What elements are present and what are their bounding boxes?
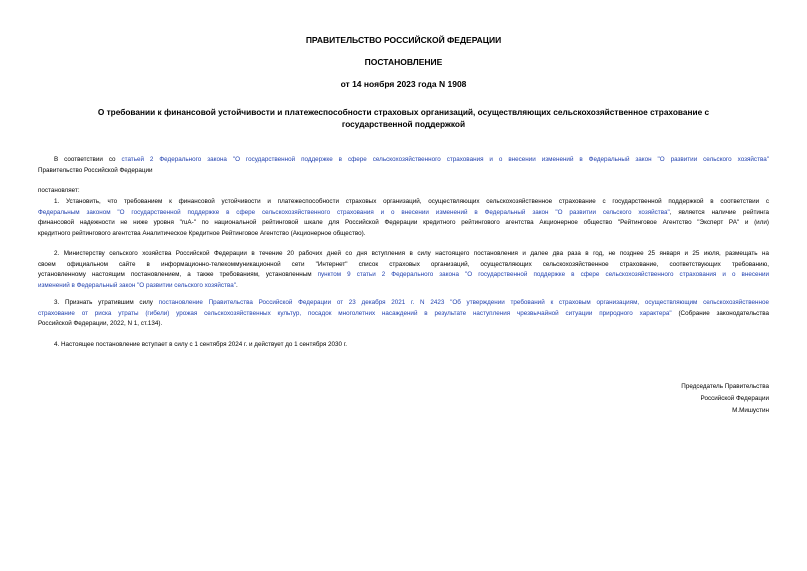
- repealed-resolution-link[interactable]: постановление Правительства Российской Федерации от 23 декабря 2021 г. N 2423 "Об утверждении требований к страховым организациям, осуществляющим сельскохозяйственное: [158, 299, 769, 306]
- paragraph-3: [38, 298, 769, 330]
- preamble-line-1: В соответствии со статьей 2 Федерального закона "О государственной поддержке в сфере сельскохозяйственного страхования и о внесении изменений в Федеральный закон "О развитии сельского хозяйства": [54, 156, 769, 163]
- paragraph-3-line-1: 3. Признать утратившим силу постановление Правительства Российской Федерации от 23 декабря 2021 г. N 2423 "Об утверждении требований к страховым организациям, осуществляющим сельскохозяйственное: [54, 299, 769, 306]
- resolves-label: постановляет:: [38, 187, 80, 194]
- title-line-2: государственной поддержкой: [341, 119, 466, 129]
- paragraph-1: [38, 197, 769, 239]
- title-line-1: О требовании к финансовой устойчивости и платежеспособности страховых организаций, осуществляющих сельскохозяйственное страхование с: [97, 107, 710, 117]
- paragraph-2-line-3: установленному настоящим постановлением, а также требованиям, установленным пунктом 9 статьи 2 Федерального закона "О государственной поддержке в сфере сельскохозяйственного страхования и о внесении: [38, 271, 769, 279]
- paragraph-1-line-2: Федеральным законом "О государственной поддержке в сфере сельскохозяйственного страхования и о внесении изменений в Федеральный закон "О развитии сельского хозяйства", является наличие рейтинга: [38, 208, 769, 216]
- paragraph-4: [38, 340, 769, 351]
- paragraph-2-line-1: 2. Министерству сельского хозяйства Российской Федерации в течение 20 рабочих дней со дня вступления в силу настоящего постановления и далее два раза в год, не позднее 25 января и 25 июля, размещать на: [54, 250, 769, 257]
- paragraph-2-line-2: своем официальном сайте в информационно-телекоммуникационной сети "Интернет" список страховых организаций, осуществляющих сельскохозяйственное страхование, соответствующих требованию,: [38, 260, 769, 268]
- federal-law-link[interactable]: Федеральным законом "О государственной поддержке в сфере сельскохозяйственного страхования и о внесении изменений в Федеральный закон "О развитии сельского хозяйства": [38, 208, 670, 216]
- article-9-link-cont[interactable]: изменений в Федеральный закон "О развитии сельского хозяйства": [38, 281, 236, 289]
- preamble-law-link[interactable]: статьей 2 Федерального закона "О государственной поддержке в сфере сельскохозяйственного страхования и о внесении изменений в Федеральный закон "О развитии сельского хозяйства": [121, 156, 769, 163]
- signature-country: Российской Федерации: [700, 395, 769, 402]
- paragraph-3-line-2: страхование от риска утраты (гибели) урожая сельскохозяйственных культур, посадок многолетних насаждений в результате наступления чрезвычайной ситуации природного характера" (Собрание законодательства: [38, 309, 769, 317]
- paragraph-1-line-3: финансовой надежности не ниже уровня "ruA-" по национальной рейтинговой шкале для Российской Федерации кредитного рейтингового агентства Акционерное общество "Рейтинговое Агентство "Эксперт РА" и (или): [38, 219, 769, 227]
- date-number-heading: от 14 ноября 2023 года N 1908: [340, 79, 467, 89]
- paragraph-2-line-4: изменений в Федеральный закон "О развитии сельского хозяйства".: [38, 281, 238, 289]
- paragraph-3-line-3: Российской Федерации, 2022, N 1, ст.134).: [38, 320, 163, 328]
- signature-title: Председатель Правительства: [681, 383, 769, 390]
- document-type-heading: ПОСТАНОВЛЕНИЕ: [364, 57, 443, 67]
- document-title: [0, 106, 807, 130]
- paragraph-1-line-4: кредитного рейтингового агентства Аналитическое Кредитное Рейтинговое Агентство (Акционерное общество).: [38, 229, 366, 237]
- paragraph-4-line-1: 4. Настоящее постановление вступает в силу с 1 сентября 2024 г. и действует до 1 сентября 2030 г.: [54, 341, 348, 348]
- repealed-resolution-link-cont[interactable]: страхование от риска утраты (гибели) урожая сельскохозяйственных культур, посадок многолетних насаждений в результате наступления чрезвычайной ситуации природного характера": [38, 309, 672, 317]
- government-heading: ПРАВИТЕЛЬСТВО РОССИЙСКОЙ ФЕДЕРАЦИИ: [305, 35, 502, 45]
- paragraph-2: [38, 249, 769, 291]
- signature-name: М.Мишустин: [732, 407, 769, 414]
- article-9-link[interactable]: пунктом 9 статьи 2 Федерального закона "О государственной поддержке в сфере сельскохозяйственного страхования и о внесении: [317, 271, 769, 279]
- signature-block: [681, 381, 769, 417]
- preamble-line-2: Правительство Российской Федерации: [38, 166, 153, 174]
- preamble: [38, 155, 769, 176]
- paragraph-1-line-1: 1. Установить, что требованием к финансовой устойчивости и платежеспособности страховых организаций, осуществляющих сельскохозяйственное страхование с государственной поддержкой в соответствии с: [54, 198, 769, 205]
